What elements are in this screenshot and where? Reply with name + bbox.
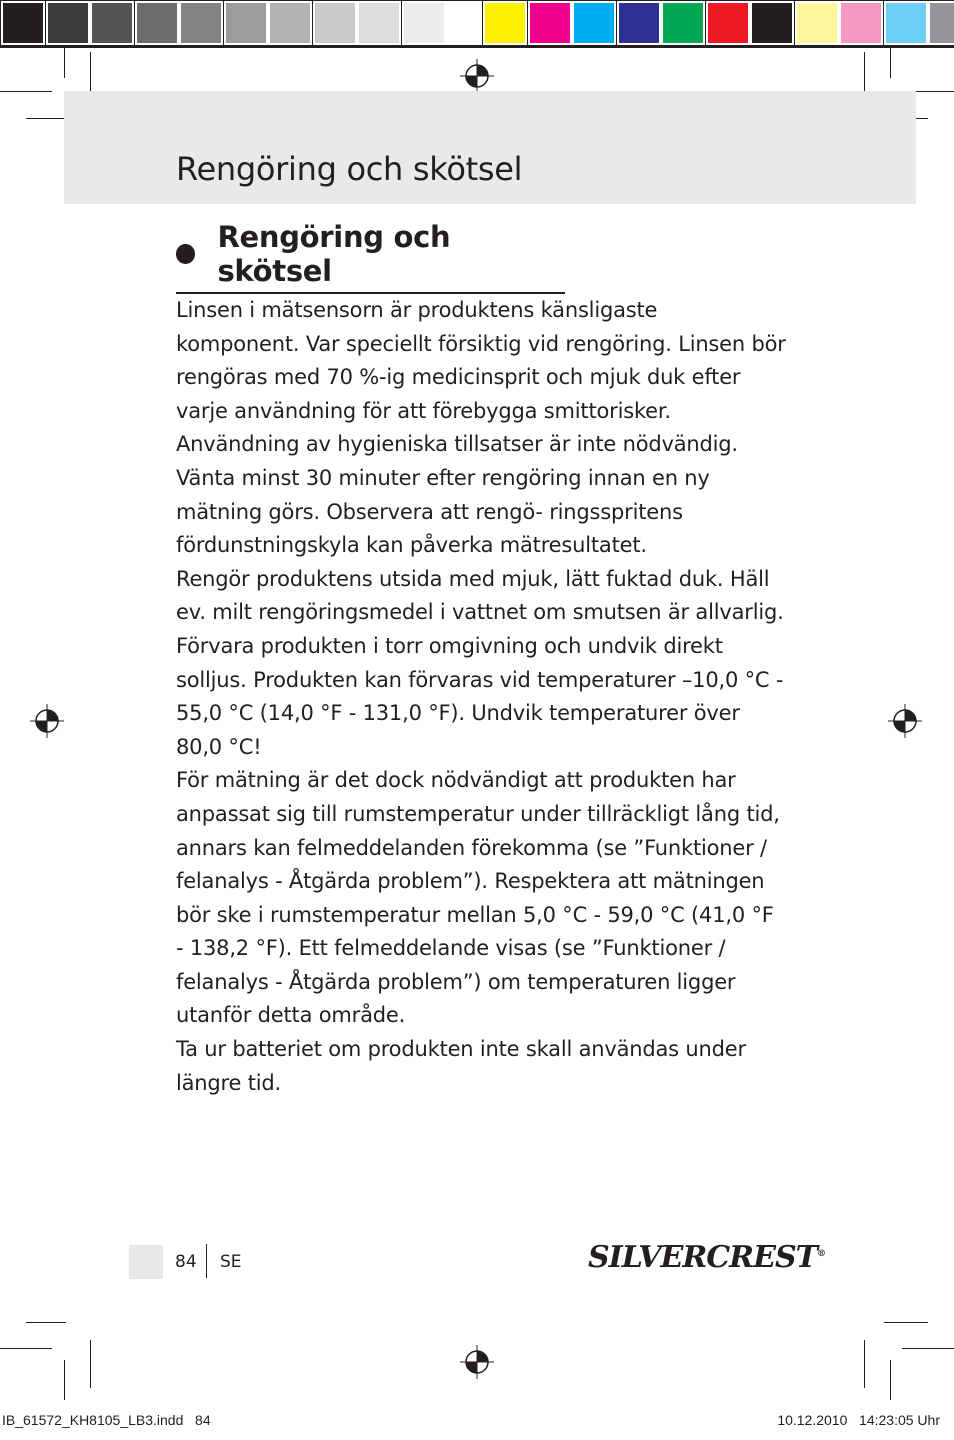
color-swatch <box>1 1 45 45</box>
crop-mark <box>64 1360 65 1400</box>
color-swatch <box>179 1 223 45</box>
color-swatch <box>884 1 928 45</box>
color-swatch <box>617 1 661 45</box>
color-swatch <box>402 1 446 45</box>
crop-mark <box>26 1322 66 1323</box>
crop-mark <box>64 46 65 78</box>
color-swatch <box>357 1 401 45</box>
color-calibration-bar <box>482 0 954 48</box>
language-code: SE <box>220 1252 242 1272</box>
page-number: 84 <box>175 1252 197 1272</box>
crop-mark <box>890 46 891 78</box>
color-swatch <box>46 1 90 45</box>
color-swatch <box>795 1 839 45</box>
color-swatch <box>483 1 527 45</box>
crop-mark <box>26 118 66 119</box>
page-number-box <box>129 1245 163 1279</box>
page-title: Rengöring och skötsel <box>176 150 523 188</box>
registration-mark-icon <box>888 704 922 738</box>
registration-mark-icon <box>460 59 494 93</box>
crop-mark <box>890 1360 891 1400</box>
registration-mark-icon <box>30 704 64 738</box>
paragraph: Ta ur batteriet om produkten inte skall användas under längre tid. <box>176 1037 746 1095</box>
page-separator <box>206 1244 207 1278</box>
color-swatch <box>528 1 572 45</box>
color-swatch <box>268 1 312 45</box>
crop-mark <box>0 1348 52 1349</box>
bullet-icon <box>176 244 195 264</box>
crop-mark <box>864 1340 865 1388</box>
paragraph: Rengör produktens utsida med mjuk, lätt fuktad duk. Häll ev. milt rengöringsmedel i vattnet om smutsen är allvarlig. <box>176 566 784 625</box>
section-heading <box>176 220 565 294</box>
color-swatch <box>90 1 134 45</box>
color-swatch <box>839 1 883 45</box>
color-swatch <box>135 1 179 45</box>
grayscale-calibration-bar <box>0 0 492 48</box>
crop-mark <box>90 1340 91 1388</box>
crop-mark <box>0 91 52 92</box>
paragraph: Linsen i mätsensorn är produktens känsligaste komponent. Var speciellt försiktig vid rengöring. Linsen bör rengöras med 70 %-ig medicinsprit och mjuk duk efter varje användning för att förebygga smittorisker. Användning av hygieniska tillsatser är inte nödvändig. Vänta minst 30 minuter efter rengöring innan en ny mätning görs. Observera att rengö- ringsspritens fördunstningskyla kan påverka mätresultatet. <box>176 298 786 558</box>
color-swatch <box>750 1 794 45</box>
section-heading-text: Rengöring och skötsel <box>217 220 451 288</box>
color-swatch <box>313 1 357 45</box>
crop-mark <box>884 1322 928 1323</box>
color-swatch <box>706 1 750 45</box>
color-swatch <box>661 1 705 45</box>
body-text <box>176 294 786 1100</box>
paragraph: Förvara produkten i torr omgivning och undvik direkt solljus. Produkten kan förvaras vid temperaturer –10,0 °C - 55,0 °C (14,0 °F - 131,0 °F). Undvik temperaturer över 80,0 °C! <box>176 633 784 759</box>
registered-mark: ® <box>816 1249 825 1259</box>
brand-name: SILVERCREST <box>588 1240 817 1275</box>
print-slug-timestamp: 10.12.2010 14:23:05 Uhr <box>777 1412 940 1428</box>
crop-mark <box>902 1348 954 1349</box>
registration-mark-icon <box>460 1345 494 1379</box>
color-swatch <box>224 1 268 45</box>
color-swatch <box>928 1 954 45</box>
print-slug-file: IB_61572_KH8105_LB3.indd 84 <box>2 1412 211 1428</box>
brand-logo <box>588 1240 825 1275</box>
color-swatch <box>572 1 616 45</box>
paragraph: För mätning är det dock nödvändigt att produkten har anpassat sig till rumstemperatur under tillräckligt lång tid, annars kan felmeddelanden förekomma (se ”Funktioner / felanalys - Åtgärda problem”). Respektera att mätningen bör ske i rumstemperatur mellan 5,0 °C - 59,0 °C (41,0 °F - 138,2 °F). Ett felmeddelande visas (se ”Funktioner / felanalys - Åtgärda problem”) om temperaturen ligger utanför detta område. <box>176 768 780 1028</box>
